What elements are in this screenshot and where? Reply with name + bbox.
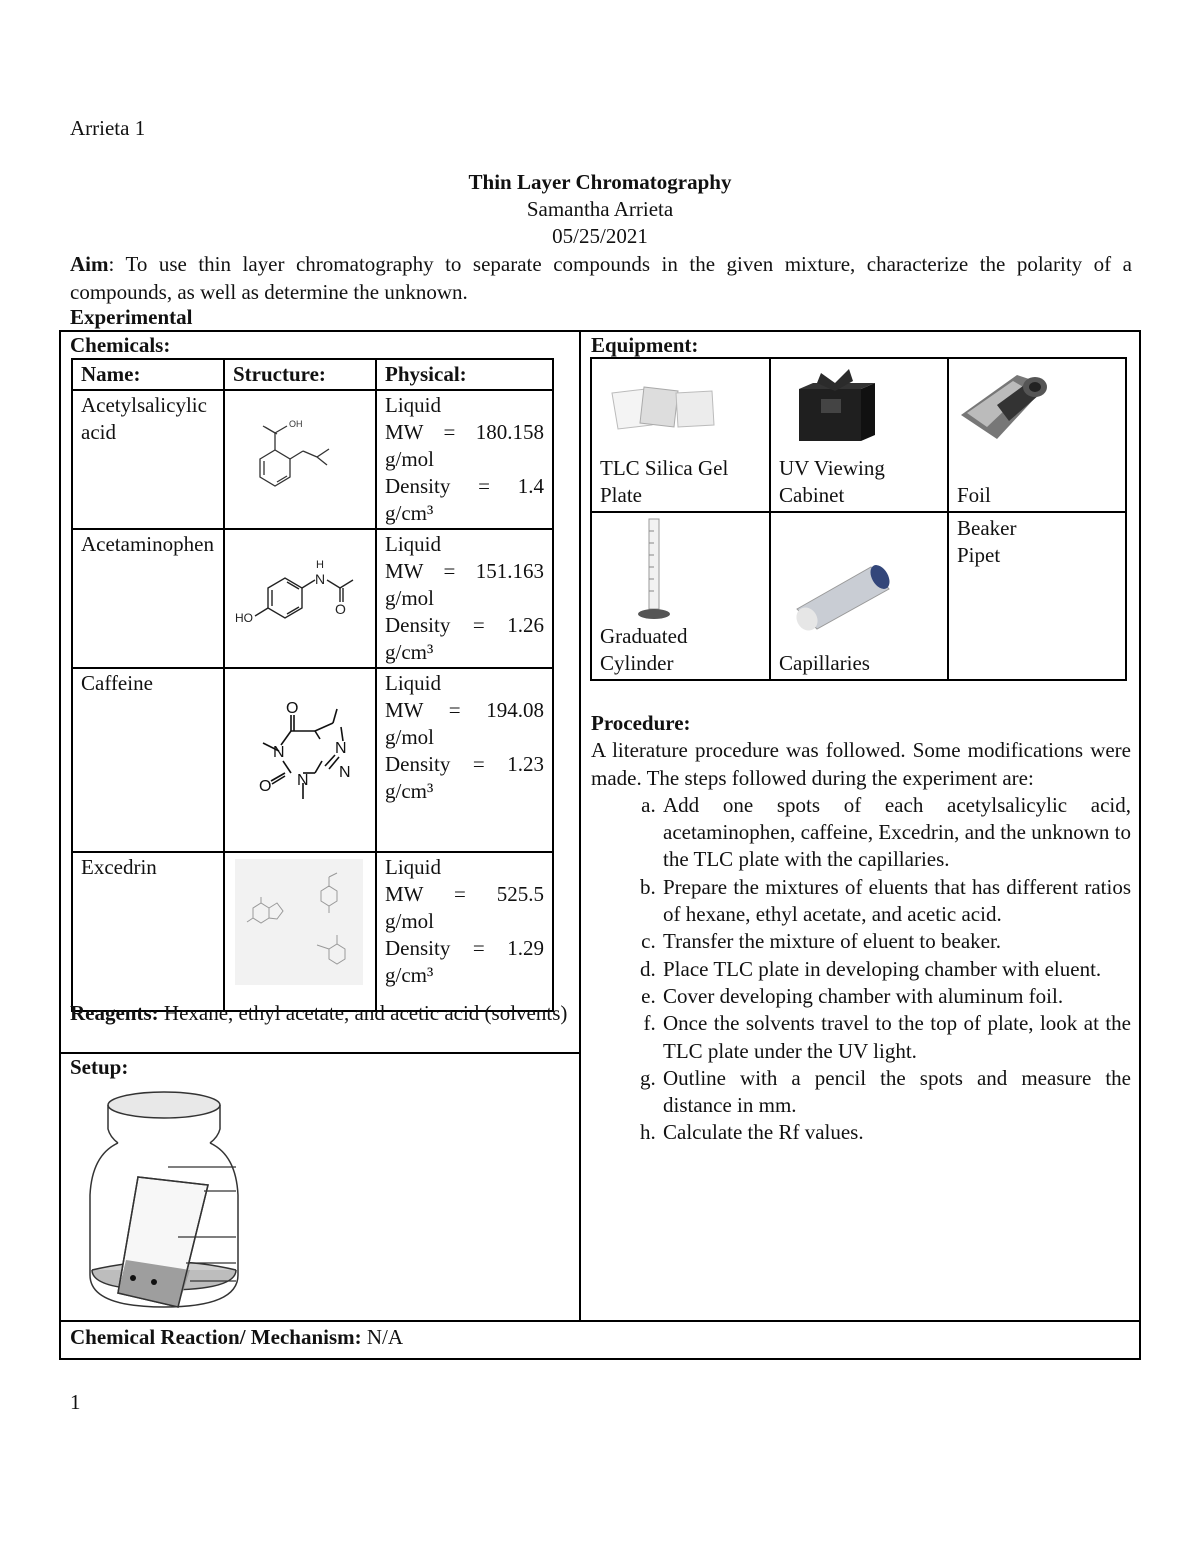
physical-state: Liquid	[385, 855, 441, 879]
page-number: 1	[70, 1390, 81, 1414]
physical-cell	[376, 390, 553, 529]
procedure-label: Procedure:	[591, 711, 691, 735]
tlc-plate-image	[606, 381, 726, 441]
equipment-cell	[948, 512, 1126, 680]
list-item: d. Place TLC plate in developing chamber with eluent.	[661, 956, 1131, 983]
setup-label: Setup:	[70, 1055, 129, 1079]
equipment-cell	[591, 358, 770, 512]
column-divider	[579, 330, 581, 1321]
density: Density = 1.26 g/cm³	[385, 613, 544, 664]
reaction-text: N/A	[361, 1325, 404, 1349]
procedure-steps	[591, 792, 1131, 1147]
physical-state: Liquid	[385, 393, 441, 417]
h-label: H	[316, 559, 324, 571]
reagents-label: Reagents:	[70, 1001, 159, 1025]
ho-label: HO	[235, 611, 253, 625]
density: Density = 1.29 g/cm³	[385, 936, 544, 987]
list-item: e. Cover developing chamber with aluminum foil.	[661, 983, 1131, 1010]
header-physical: Physical:	[376, 359, 553, 390]
reagents-line	[70, 1000, 568, 1027]
molecular-weight: MW = 194.08 g/mol	[385, 698, 544, 749]
equipment-cell	[948, 358, 1126, 512]
n-label: N	[273, 744, 285, 761]
author: Samantha Arrieta	[526, 197, 674, 221]
aim-label: Aim	[70, 252, 109, 276]
excedrin-structure	[225, 853, 375, 1003]
equipment-name: Beaker	[957, 516, 1017, 540]
physical-cell	[376, 529, 553, 668]
header-structure: Structure:	[224, 359, 376, 390]
equipment-name: Capillaries	[779, 651, 870, 675]
chemical-name-text: Acetaminophen	[81, 532, 214, 556]
physical-cell	[376, 852, 553, 1011]
date: 05/25/2021	[552, 224, 648, 248]
n-label: N	[315, 571, 326, 587]
procedure-section	[591, 710, 1131, 1147]
list-item: c. Transfer the mixture of eluent to beaker.	[661, 928, 1131, 955]
chemical-name	[72, 390, 224, 529]
structure-cell	[224, 529, 376, 668]
chemical-name-text: Caffeine	[81, 671, 153, 695]
equipment-cell	[770, 512, 948, 680]
list-item: h. Calculate the Rf values.	[661, 1119, 1131, 1146]
acetaminophen-structure	[225, 530, 375, 660]
caffeine-structure	[225, 669, 375, 844]
reaction-label: Chemical Reaction/ Mechanism:	[70, 1325, 362, 1349]
equipment-label: Equipment:	[591, 333, 699, 357]
reagents-text: Hexane, ethyl acetate, and acetic acid (solvents)	[158, 1001, 568, 1025]
list-item: b. Prepare the mixtures of eluents that has different ratios of hexane, ethyl acetate, and acetic acid.	[661, 874, 1131, 929]
list-item: f. Once the solvents travel to the top of plate, look at the TLC plate under the UV light.	[661, 1010, 1131, 1065]
chemical-name	[72, 529, 224, 668]
graduated-cylinder-image	[630, 517, 680, 625]
equipment-cell	[591, 512, 770, 680]
structure-cell	[224, 852, 376, 1011]
chemical-name	[72, 852, 224, 1011]
equipment-cell	[770, 358, 948, 512]
n-label: N	[297, 772, 309, 789]
oh-label: OH	[289, 419, 303, 429]
uv-cabinet-image	[791, 365, 881, 445]
tlc-chamber-illustration	[78, 1085, 258, 1315]
equipment-table	[590, 357, 1127, 681]
o-label: O	[335, 601, 346, 617]
structure-cell	[224, 390, 376, 529]
molecular-weight: MW = 525.5 g/mol	[385, 882, 544, 933]
equipment-name: TLC Silica Gel Plate	[600, 456, 729, 507]
o-label: O	[259, 778, 272, 795]
reaction-line	[70, 1325, 403, 1350]
setup-divider	[59, 1052, 580, 1054]
aim-text: : To use thin layer chromatography to separate compounds in the given mixture, characterize the polarity of a compounds, as well as determine the unknown.	[70, 252, 1132, 304]
row-divider	[59, 1320, 1141, 1322]
physical-state: Liquid	[385, 532, 441, 556]
header-name: Name:	[72, 359, 224, 390]
o-label: O	[286, 700, 299, 717]
table-row	[591, 512, 1126, 680]
table-row	[72, 529, 553, 668]
chemicals-table	[71, 358, 554, 1012]
table-row	[72, 668, 553, 852]
equipment-name: Graduated Cylinder	[600, 624, 688, 675]
list-item: g. Outline with a pencil the spots and measure the distance in mm.	[661, 1065, 1131, 1120]
density: Density = 1.4 g/cm³	[385, 474, 544, 525]
acetylsalicylic-acid-structure	[225, 391, 375, 521]
table-row	[591, 358, 1126, 512]
aim-paragraph	[70, 250, 1132, 306]
capillaries-image	[783, 553, 903, 633]
chemicals-label: Chemicals:	[70, 333, 171, 357]
chemical-name-text: Acetylsalicylic acid	[81, 393, 207, 444]
page-title: Thin Layer Chromatography	[468, 170, 732, 194]
equipment-name: Foil	[957, 483, 991, 507]
n-label: N	[335, 740, 347, 757]
equipment-name: Pipet	[957, 543, 1001, 567]
chemical-name	[72, 668, 224, 852]
procedure-intro: A literature procedure was followed. Some modifications were made. The steps followed during the experiment are:	[591, 738, 1131, 790]
density: Density = 1.23 g/cm³	[385, 752, 544, 803]
table-row	[72, 852, 553, 1011]
foil-image	[957, 365, 1057, 445]
physical-cell	[376, 668, 553, 852]
table-row	[72, 390, 553, 529]
n-label: N	[339, 764, 351, 781]
experimental-heading: Experimental	[70, 305, 193, 329]
molecular-weight: MW = 180.158 g/mol	[385, 420, 544, 471]
equipment-name: UV Viewing Cabinet	[779, 456, 885, 507]
molecular-weight: MW = 151.163 g/mol	[385, 559, 544, 610]
running-header: Arrieta 1	[70, 116, 146, 140]
table-header-row	[72, 359, 553, 390]
list-item: a. Add one spots of each acetylsalicylic acid, acetaminophen, caffeine, Excedrin, and the unknown to the TLC plate with the capillaries.	[661, 792, 1131, 874]
physical-state: Liquid	[385, 671, 441, 695]
structure-cell	[224, 668, 376, 852]
chemical-name-text: Excedrin	[81, 855, 157, 879]
